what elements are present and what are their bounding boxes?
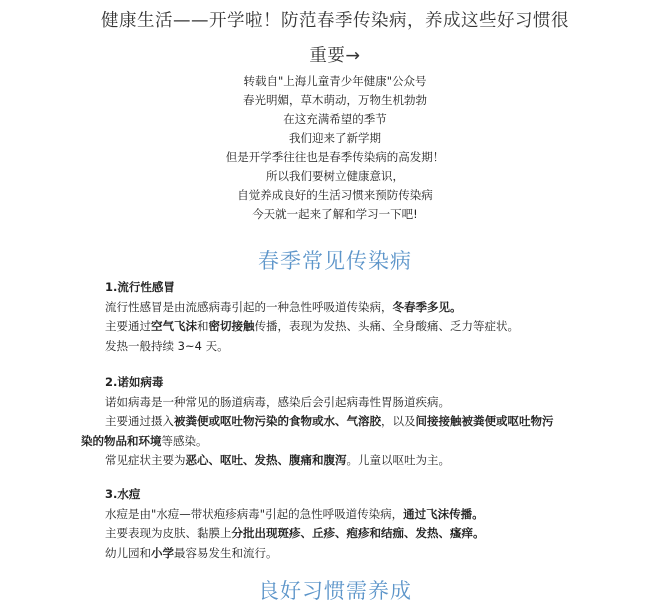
disease-name: 3.水痘 <box>105 487 141 501</box>
disease-desc-line: 诺如病毒是一种常见的肠道病毒，感染后会引起病毒性胃肠道疾病。 <box>105 394 450 409</box>
intro-line: 自觉养成良好的生活习惯来预防传染病 <box>237 188 433 202</box>
intro-line: 我们迎来了新学期 <box>289 131 381 145</box>
intro-line: 春光明媚，草木萌动，万物生机勃勃 <box>243 93 427 107</box>
intro-line: 转载自"上海儿童青少年健康"公众号 <box>243 74 427 88</box>
disease-desc-line: 水痘是由"水痘—带状疱疹病毒"引起的急性呼吸道传染病，通过飞沫传播。 <box>105 506 484 521</box>
disease-desc-line: 幼儿园和小学最容易发生和流行。 <box>105 545 278 560</box>
section-heading-diseases: 春季常见传染病 <box>258 249 412 273</box>
disease-norovirus <box>81 373 561 471</box>
disease-flu <box>105 278 575 356</box>
disease-desc-line: 主要表现为皮肤、黏膜上分批出现斑疹、丘疹、疱疹和结痂、发热、瘙痒。 <box>105 526 485 540</box>
intro-line: 所以我们要树立健康意识， <box>266 169 404 183</box>
disease-chickenpox <box>105 485 575 563</box>
intro-line: 但是开学季往往也是春季传染病的高发期！ <box>225 150 445 164</box>
disease-desc-line: 主要通过空气飞沫和密切接触传播，表现为发热、头痛、全身酸痛、乏力等症状。 <box>105 319 519 333</box>
intro-line: 今天就一起来了解和学习一下吧! <box>252 207 418 221</box>
disease-name: 2.诺如病毒 <box>105 375 164 389</box>
intro-block <box>0 72 670 224</box>
intro-line: 在这充满希望的季节 <box>283 112 387 126</box>
disease-name: 1.流行性感冒 <box>105 280 175 294</box>
article-title-line2: 重要→ <box>309 46 361 66</box>
article-title-line1: 健康生活——开学啦！防范春季传染病，养成这些好习惯很 <box>101 11 569 31</box>
disease-desc-line: 流行性感冒是由流感病毒引起的一种急性呼吸道传染病，冬春季多见。 <box>105 299 462 314</box>
section-heading-habits: 良好习惯需养成 <box>258 579 412 603</box>
disease-desc-line: 主要通过摄入被粪便或呕吐物污染的食物或水、气溶胶，以及间接接触被粪便或呕吐物污染的物品和环境等感染。 <box>81 414 554 448</box>
disease-desc-line: 常见症状主要为恶心、呕吐、发热、腹痛和腹泻。儿童以呕吐为主。 <box>105 453 450 467</box>
disease-desc-line: 发热一般持续 3~4 天。 <box>105 338 229 353</box>
